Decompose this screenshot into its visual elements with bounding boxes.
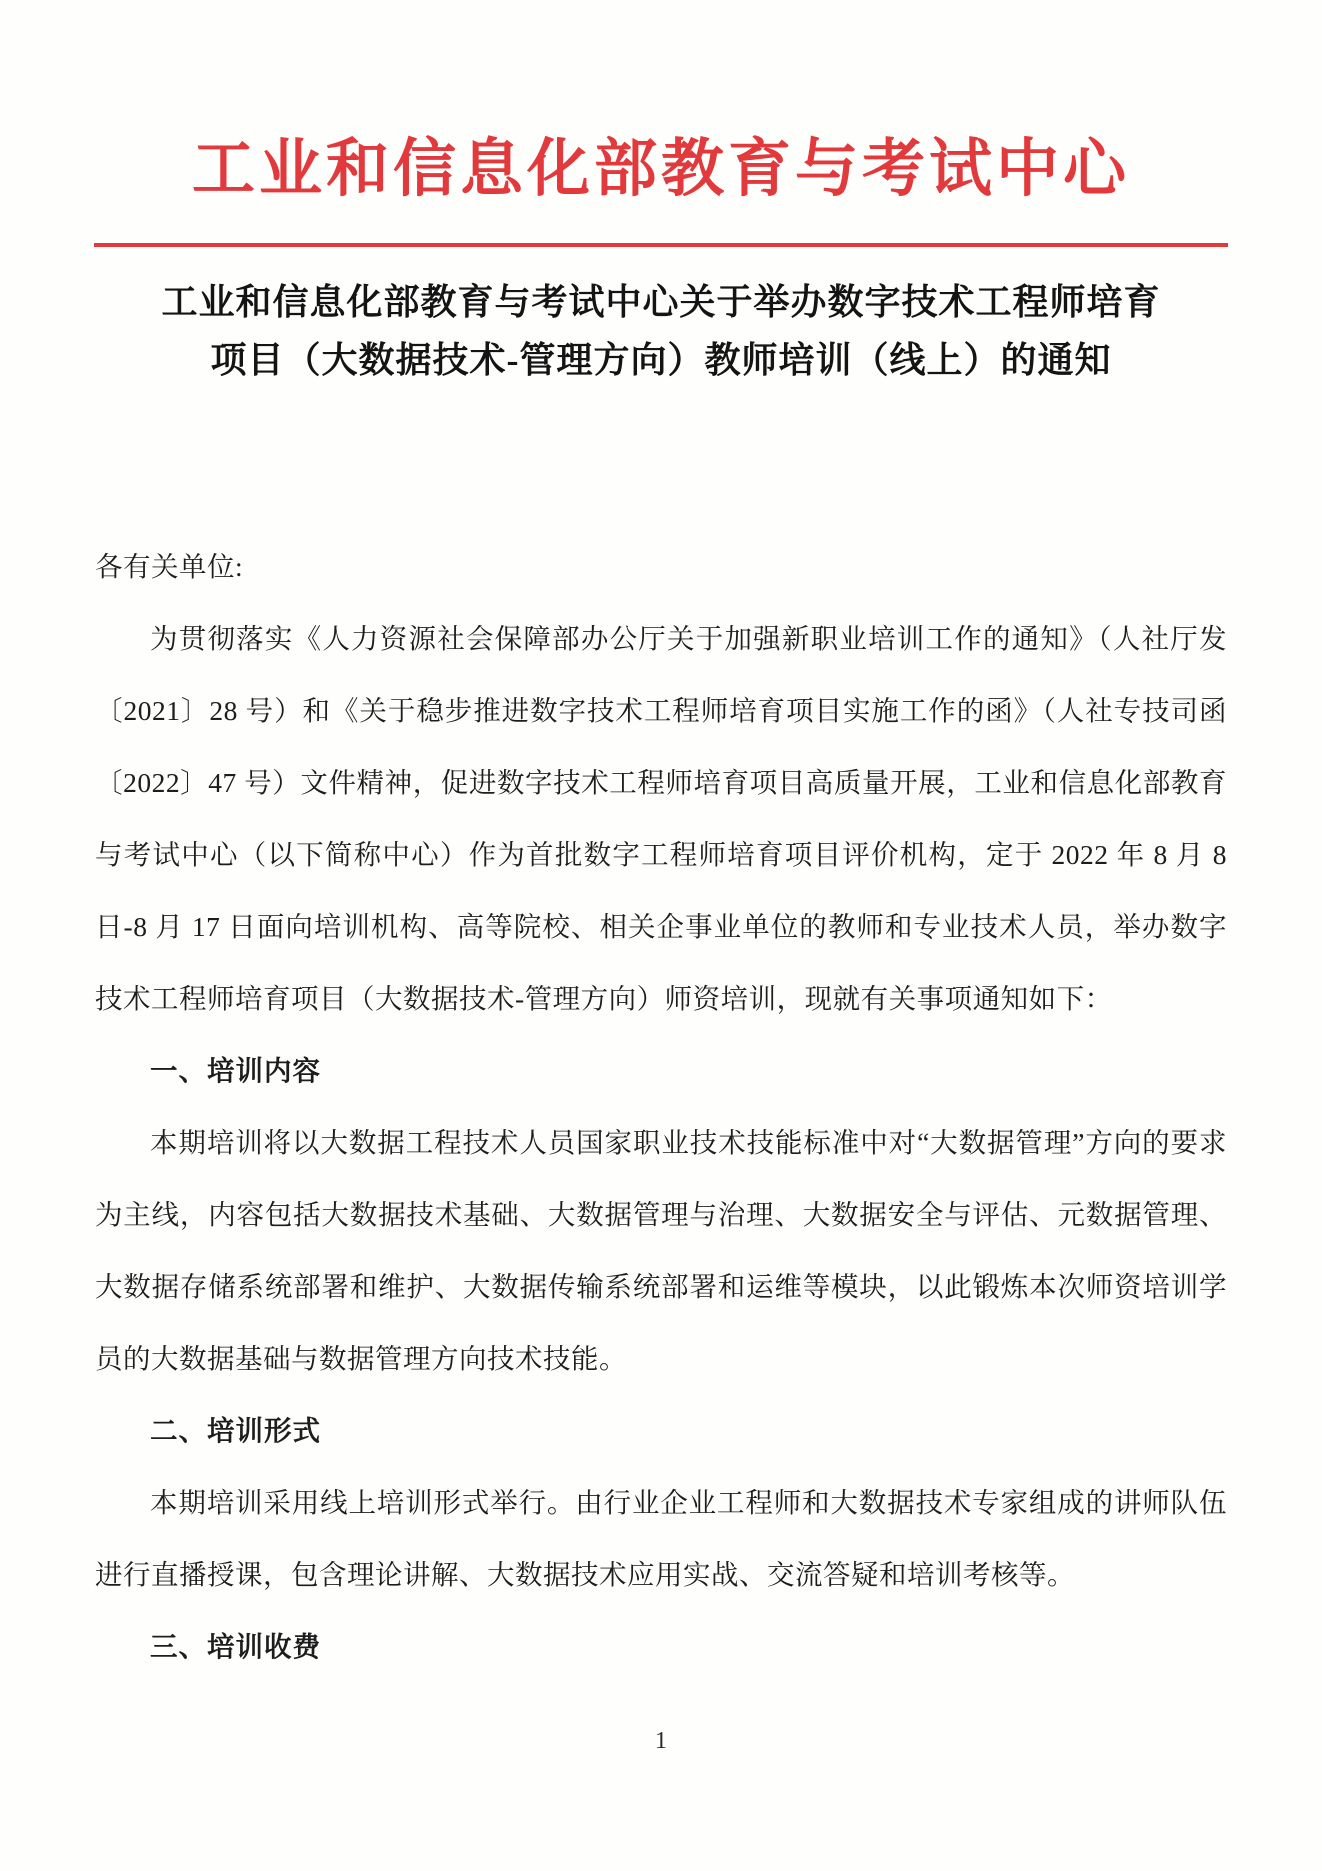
document-title-line1: 工业和信息化部教育与考试中心关于举办数字技术工程师培育 — [161, 281, 1161, 322]
section-2-paragraph: 本期培训采用线上培训形式举行。由行业企业工程师和大数据技术专家组成的讲师队伍进行直播授课，包含理论讲解、大数据技术应用实战、交流答疑和培训考核等。 — [95, 1486, 1227, 1590]
section-1-heading: 一、培训内容 — [150, 1054, 321, 1086]
salutation: 各有关单位: — [95, 550, 244, 582]
section-3-heading: 三、培训收费 — [150, 1630, 321, 1662]
document-title-line2: 项目（大数据技术-管理方向）教师培训（线上）的通知 — [210, 339, 1112, 380]
letterhead-org-name: 工业和信息化部教育与考试中心 — [192, 134, 1130, 204]
intro-paragraph: 为贯彻落实《人力资源社会保障部办公厅关于加强新职业培训工作的通知》（人社厅发〔2021〕28 号）和《关于稳步推进数字技术工程师培育项目实施工作的函》（人社专技司函〔2022〕47 号）文件精神，促进数字技术工程师培育项目高质量开展，工业和信息化部教育与考试中心（以下简称中心）作为首批数字工程师培育项目评价机构，定于 2022 年 8 月 8 日-8 月 17 日面向培训机构、高等院校、相关企事业单位的教师和专业技术人员，举办数字技术工程师培育项目（大数据技术-管理方向）师资培训，现就有关事项通知如下： — [95, 622, 1227, 1014]
section-1-paragraph: 本期培训将以大数据工程技术人员国家职业技术技能标准中对“大数据管理”方向的要求为主线，内容包括大数据技术基础、大数据管理与治理、大数据安全与评估、元数据管理、大数据存储系统部署和维护、大数据传输系统部署和运维等模块，以此锻炼本次师资培训学员的大数据基础与数据管理方向技术技能。 — [95, 1126, 1227, 1374]
document-title — [0, 273, 1322, 389]
letterhead-divider — [94, 243, 1228, 247]
document-body — [95, 531, 1227, 1683]
section-2-heading: 二、培训形式 — [150, 1414, 321, 1446]
page-number: 1 — [655, 1728, 667, 1754]
